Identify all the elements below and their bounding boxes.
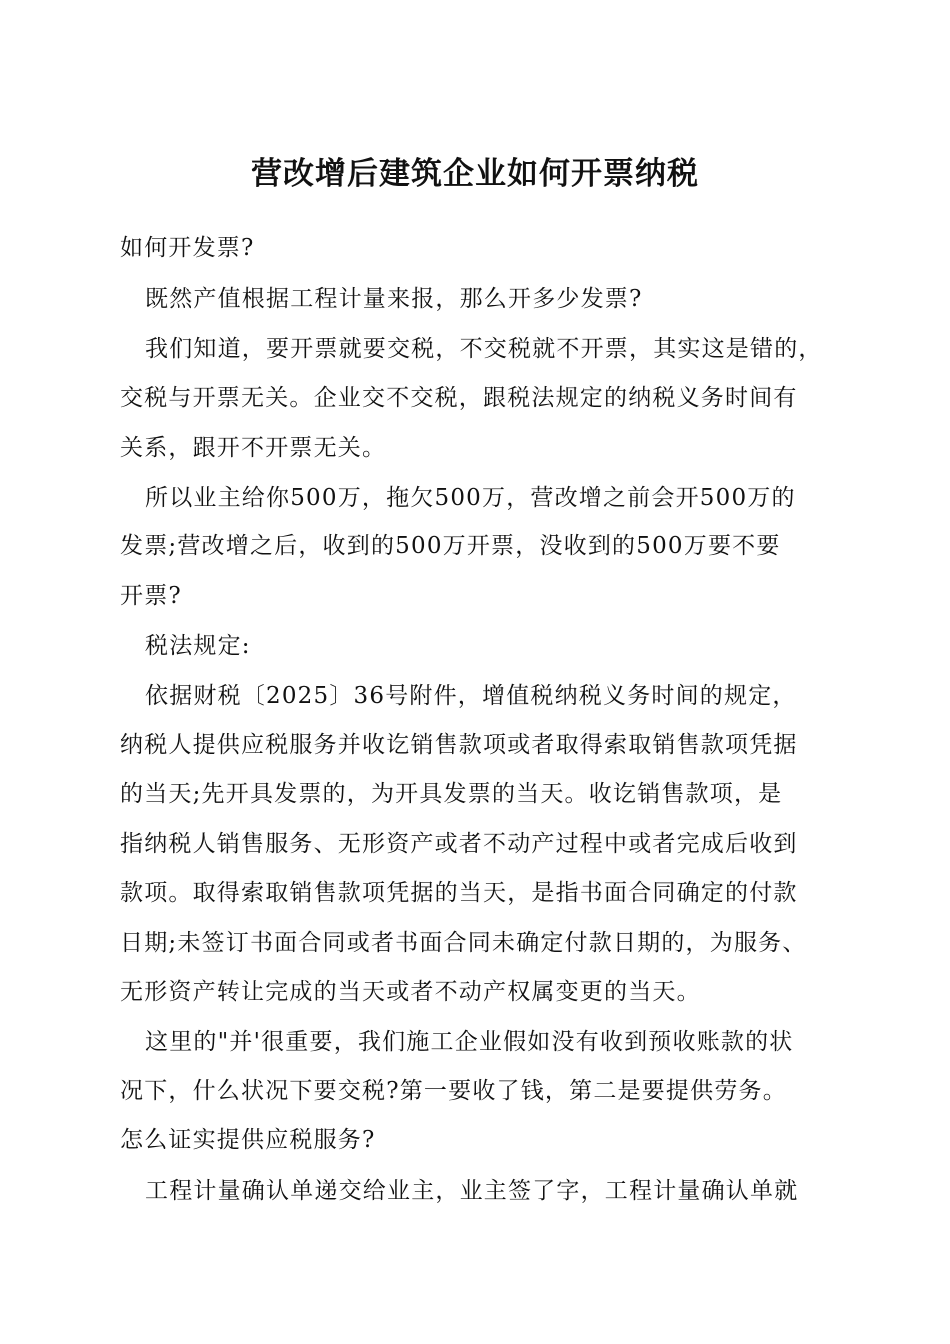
text-line: 税法规定: [145,633,251,659]
text-line: 所以业主给你500万，拖欠500万，营改增之前会开500万的 [145,485,796,511]
text-line: 无形资产转让完成的当天或者不动产权属变更的当天。 [120,979,701,1005]
text-line: 我们知道，要开票就要交税，不交税就不开票，其实这是错的， [145,336,823,362]
text-line: 指纳税人销售服务、无形资产或者不动产过程中或者完成后收到 [120,831,798,857]
text-line: 发票;营改增之后，收到的500万开票，没收到的500万要不要 [120,533,781,559]
text-line: 怎么证实提供应税服务? [120,1127,376,1153]
text-line: 这里的"并'很重要，我们施工企业假如没有收到预收账款的状 [145,1029,794,1055]
text-line: 款项。取得索取销售款项凭据的当天，是指书面合同确定的付款 [120,880,798,906]
text-line: 开票? [120,583,182,609]
text-line: 工程计量确认单递交给业主，业主签了字，工程计量确认单就 [145,1178,799,1204]
text-line: 况下，什么状况下要交税?第一要收了钱，第二是要提供劳务。 [120,1078,787,1104]
text-line: 的当天;先开具发票的，为开具发票的当天。收讫销售款项，是 [120,781,783,807]
text-line: 纳税人提供应税服务并收讫销售款项或者取得索取销售款项凭据 [120,732,798,758]
text-line: 日期;未签订书面合同或者书面合同未确定付款日期的，为服务、 [120,930,807,956]
text-line: 如何开发票? [120,235,255,261]
text-line: 交税与开票无关。企业交不交税，跟税法规定的纳税义务时间有 [120,385,798,411]
document-title: 营改增后建筑企业如何开票纳税 [251,156,699,192]
text-line: 依据财税〔2025〕36号附件，增值税纳税义务时间的规定， [145,683,797,709]
text-line: 既然产值根据工程计量来报，那么开多少发票? [145,286,643,312]
text-line: 关系，跟开不开票无关。 [120,435,387,461]
